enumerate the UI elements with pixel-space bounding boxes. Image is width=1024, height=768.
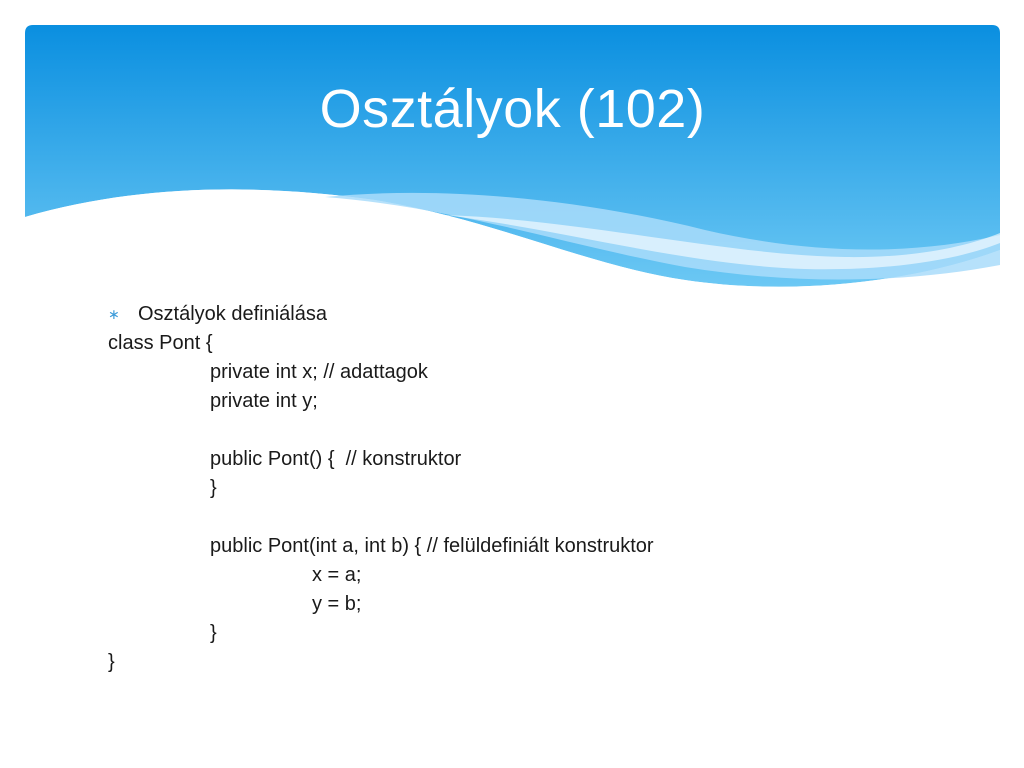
bullet-text: Osztályok definiálása (138, 303, 327, 325)
code-line (108, 416, 988, 445)
title-banner (25, 25, 1000, 290)
code-line: x = a; (312, 564, 362, 586)
slide-title: Osztályok (102) (319, 79, 706, 139)
code-line: } (108, 651, 115, 673)
code-line: y = b; (312, 593, 362, 615)
code-line: private int x; // adattagok (210, 361, 428, 383)
code-line (108, 503, 988, 532)
code-line: public Pont() { // konstruktor (210, 448, 462, 470)
banner-wave-graphic (25, 25, 1000, 290)
code-block (108, 329, 988, 677)
asterisk-bullet-icon: ∗ (108, 306, 120, 322)
bullet-item (108, 300, 988, 329)
code-line: } (210, 477, 217, 499)
code-line: public Pont(int a, int b) { // felüldefiniált konstruktor (210, 535, 654, 557)
slide-body (108, 300, 988, 677)
code-line: } (210, 622, 217, 644)
code-line: private int y; (210, 390, 318, 412)
code-line: class Pont { (108, 332, 213, 354)
